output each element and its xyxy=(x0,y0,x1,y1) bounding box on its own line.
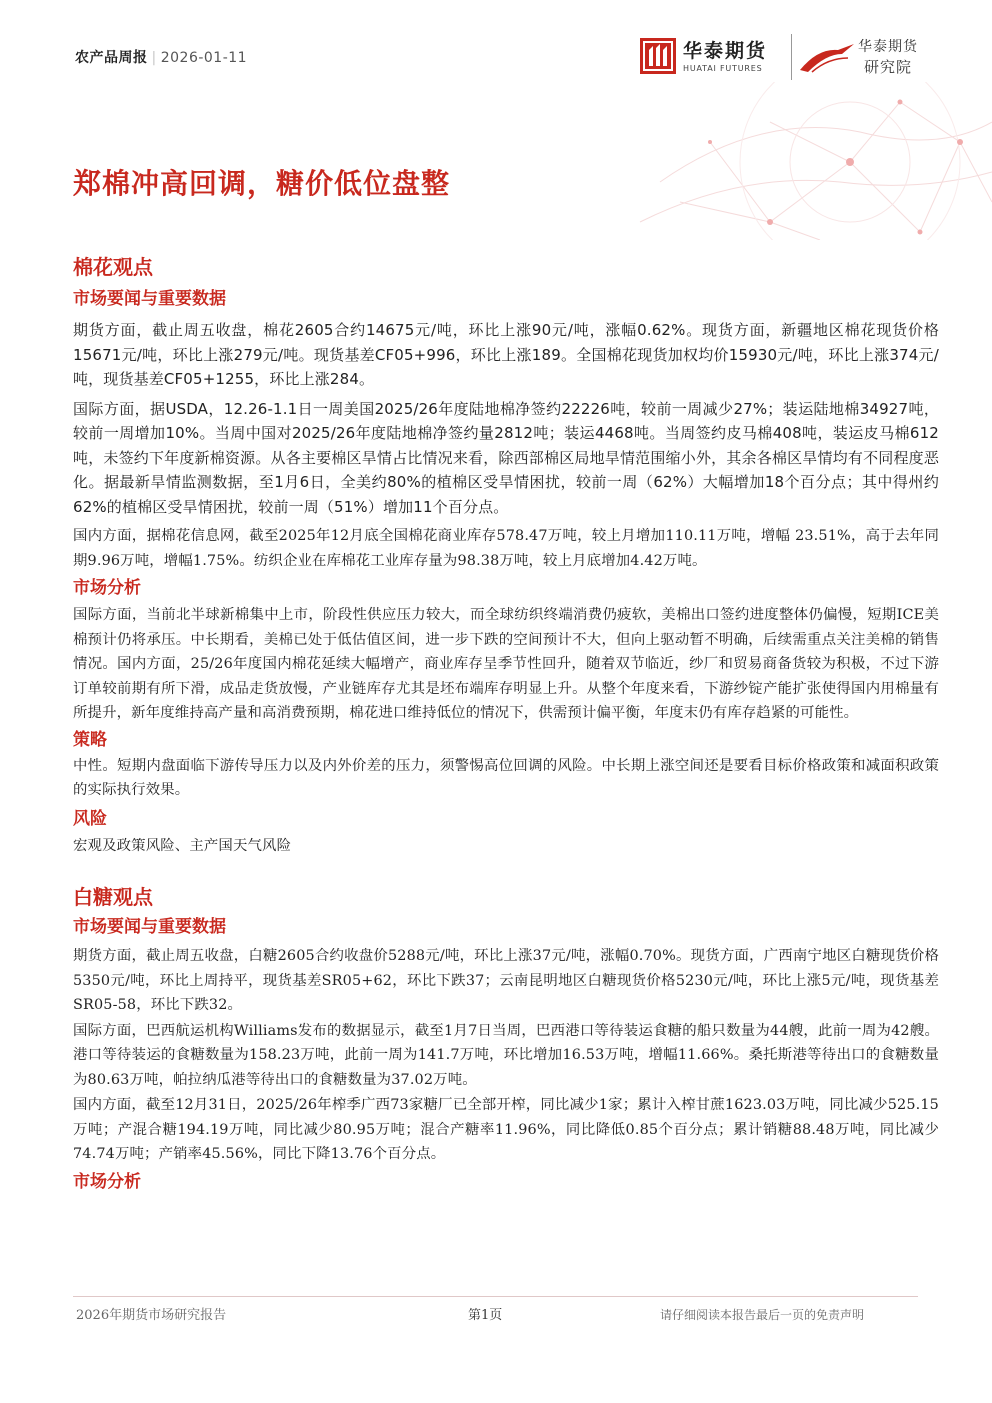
sugar-news-paragraph-2: 国际方面，巴西航运机构Williams发布的数据显示，截至1月7日当周，巴西港口等待装运食糖的船只数量为44艘，此前一周为42艘。港口等待装运的食糖数量为158.23万吨，此前一周为141.7万吨，环比增加16.53万吨，增幅11.66%。桑托斯港等待出口的食糖数量为80.63万吨，帕拉纳瓜港等待出口的食糖数量为37.02万吨。 xyxy=(73,1022,939,1088)
logo-text-cn: 华泰期货 xyxy=(683,40,768,62)
cotton-risk-paragraph: 宏观及政策风险、主产国天气风险 xyxy=(73,837,292,854)
report-body xyxy=(73,252,939,1195)
sugar-news-heading: 市场要闻与重要数据 xyxy=(73,917,226,937)
cotton-heading: 棉花观点 xyxy=(73,255,153,279)
cotton-strategy-paragraph: 中性。短期内盘面临下游传导压力以及内外价差的压力，须警惕高位回调的风险。中长期上涨空间还是要看目标价格政策和减面积政策的实际执行效果。 xyxy=(73,757,939,798)
sugar-news-paragraph-1: 期货方面，截止周五收盘，白糖2605合约收盘价5288元/吨，环比上涨37元/吨，涨幅0.70%。现货方面，广西南宁地区白糖现货价格5350元/吨，环比上周持平，现货基差SR05+62，环比下跌37；云南昆明地区白糖现货价格5230元/吨，环比上涨5元/吨，现货基差SR05-58，环比下跌32。 xyxy=(73,948,939,1013)
network-globe-decoration xyxy=(620,82,992,240)
disclaimer-note: 请仔细阅读本报告最后一页的免责声明 xyxy=(660,1308,865,1322)
logo-divider xyxy=(791,34,792,80)
institute-swoosh-icon xyxy=(798,40,856,74)
cotton-news-paragraph-2: 国际方面，据USDA，12.26-1.1日一周美国2025/26年度陆地棉净签约22226吨，较前一周减少27%；装运陆地棉34927吨，较前一周增加10%。当周中国对2025/26年度陆地棉净签约量2812吨；装运4468吨。当周签约皮马棉408吨，装运皮马棉612吨，未签约下年度新棉资源。从各主要棉区旱情占比情况来看，除西部棉区局地旱情范围缩小外，其余各棉区旱情均有不同程度恶化。据最新旱情监测数据，至1月6日，全美约80%的植棉区受旱情困扰，较前一周（62%）大幅增加18个百分点；其中得州约62%的植棉区受旱情困扰，较前一周（51%）增加11个百分点。 xyxy=(73,399,939,516)
cotton-analysis-paragraph: 国际方面，当前北半球新棉集中上市，阶段性供应压力较大，而全球纺织终端消费仍疲软，美棉出口签约进度整体仍偏慢，短期ICE美棉预计仍将承压。中长期看，美棉已处于低估值区间，进一步下跌的空间预计不大，但向上驱动暂不明确，后续需重点关注美棉的销售情况。国内方面，25/26年度国内棉花延续大幅增产，商业库存呈季节性回升，随着双节临近，纱厂和贸易商备货较为积极，不过下游订单较前期有所下滑，成品走货放慢，产业链库存尤其是坯布端库存明显上升。从整个年度来看，下游纱锭产能扩张使得国内用棉量有所提升，新年度维持高产量和高消费预期，棉花进口维持低位的情况下，供需预计偏平衡，年度末仍有库存趋紧的可能性。 xyxy=(73,607,939,721)
footer-report-name: 2026年期货市场研究报告 xyxy=(76,1308,227,1323)
cotton-news-paragraph-1: 期货方面，截止周五收盘，棉花2605合约14675元/吨，环比上涨90元/吨，涨幅0.62%。现货方面，新疆地区棉花现货价格15671元/吨，环比上涨279元/吨。现货基差CF05+996，环比上涨189。全国棉花现货加权均价15930元/吨，环比上涨374元/吨，现货基差CF05+1255，环比上涨284。 xyxy=(73,321,940,388)
page-number: 第1页 xyxy=(468,1308,503,1323)
institute-name-line1: 华泰期货 xyxy=(858,39,918,55)
research-institute-logo xyxy=(798,36,928,80)
institute-name-line2: 研究院 xyxy=(864,58,913,76)
cotton-news-heading: 市场要闻与重要数据 xyxy=(73,289,226,309)
cotton-risk-heading: 风险 xyxy=(73,808,107,829)
sugar-heading: 白糖观点 xyxy=(73,885,153,909)
report-header xyxy=(0,0,992,240)
cotton-news-paragraph-3: 国内方面，据棉花信息网，截至2025年12月底全国棉花商业库存578.47万吨，较上月增加110.11万吨，增幅 23.51%，高于去年同期9.96万吨，增幅1.75%。纺织企业在库棉花工业库存量为98.38万吨，较上月底增加4.42万吨。 xyxy=(73,528,939,569)
logo-text-en: HUATAI FUTURES xyxy=(683,64,763,73)
sugar-news-paragraph-3: 国内方面，截至12月31日，2025/26年榨季广西73家糖厂已全部开榨，同比减少1家；累计入榨甘蔗1623.03万吨，同比减少525.15万吨；产混合糖194.19万吨，同比减少80.95万吨；混合产糖率11.96%，同比降低0.85个百分点；累计销糖88.48万吨，同比减少74.74万吨；产销率45.56%，同比下降13.76个百分点。 xyxy=(73,1097,939,1162)
meta-separator: | xyxy=(151,50,157,66)
sugar-section xyxy=(73,882,939,1195)
huatai-futures-logo xyxy=(640,36,785,80)
report-meta xyxy=(75,47,247,67)
huatai-logo-icon xyxy=(640,38,676,74)
cotton-strategy-heading: 策略 xyxy=(73,729,107,750)
cotton-analysis-heading: 市场分析 xyxy=(73,578,141,598)
sugar-analysis-heading: 市场分析 xyxy=(73,1171,141,1192)
cotton-section xyxy=(73,252,939,858)
report-type: 农产品周报 xyxy=(75,50,148,66)
report-date: 2026-01-11 xyxy=(160,50,248,66)
page-title: 郑棉冲高回调，糖价低位盘整 xyxy=(73,167,451,200)
footer-rule xyxy=(73,1296,918,1297)
